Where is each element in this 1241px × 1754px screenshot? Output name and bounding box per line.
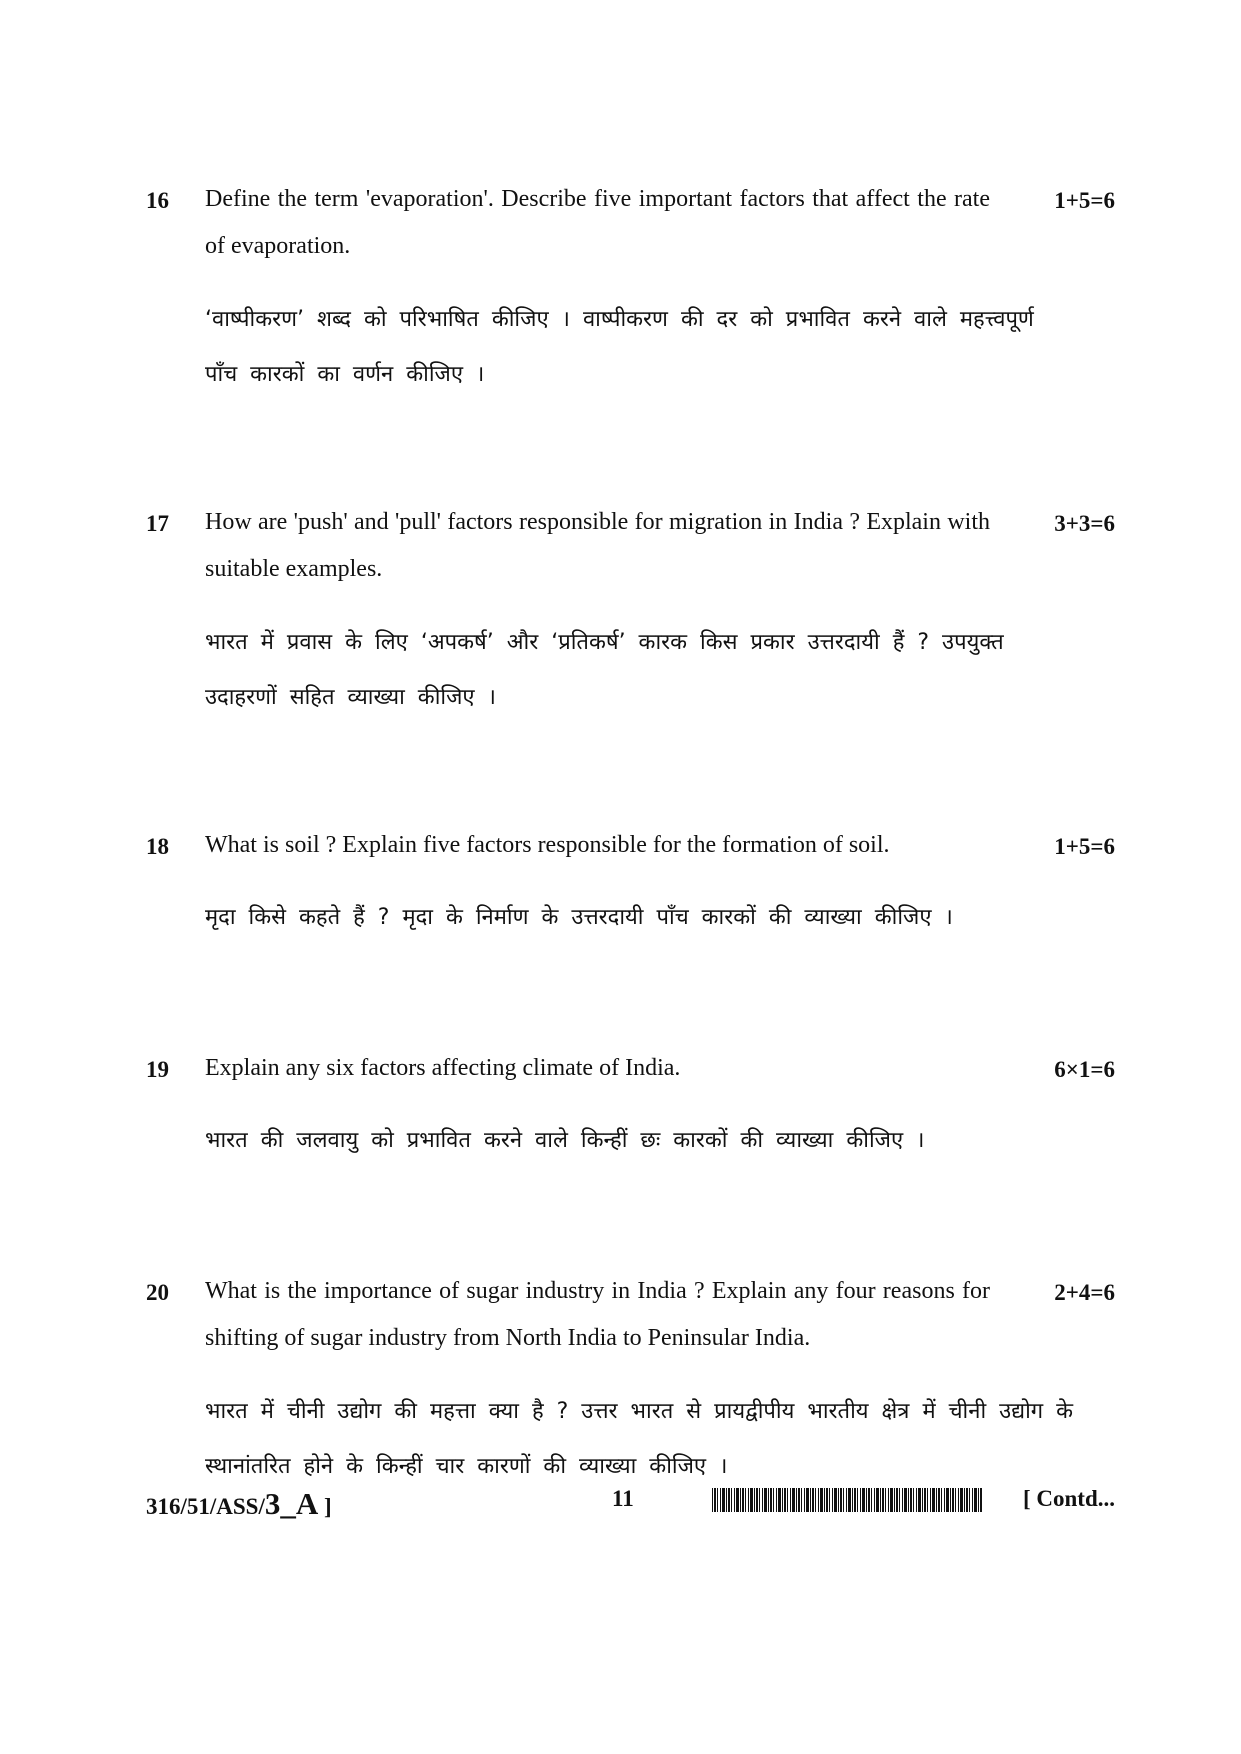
question-marks: 1+5=6 <box>1054 188 1115 213</box>
question-marks: 3+3=6 <box>1054 511 1115 536</box>
question-marks: 1+5=6 <box>1054 834 1115 859</box>
question-text-hindi: भारत में प्रवास के लिए ‘अपकर्ष’ और ‘प्रतिकर्ष’ कारक किस प्रकार उत्तरदायी हैं ? उपयुक्त उदाहरणों सहित व्याख्या कीजिए । <box>205 630 1004 710</box>
page-footer <box>0 1486 1241 1526</box>
question-text-hindi: भारत में चीनी उद्योग की महत्ता क्या है ? उत्तर भारत से प्रायद्वीपीय भारतीय क्षेत्र में चीनी उद्योग के स्थानांतरित होने के किन्हीं चार कारणों की व्याख्या कीजिए । <box>205 1399 1074 1479</box>
question-text-english: Explain any six factors affecting climate of India. <box>205 1055 681 1081</box>
barcode <box>712 1488 982 1512</box>
paper-code-set: 3_A <box>264 1486 319 1521</box>
question-marks: 2+4=6 <box>1054 1280 1115 1305</box>
paper-code-prefix: 316/51/ASS/ <box>146 1494 265 1519</box>
question-text-hindi: मृदा किसे कहते हैं ? मृदा के निर्माण के उत्तरदायी पाँच कारकों की व्याख्या कीजिए । <box>205 905 953 930</box>
question-number: 19 <box>146 1057 169 1082</box>
question-text-english: How are 'push' and 'pull' factors responsible for migration in India ? Explain with suitable examples. <box>205 509 990 582</box>
question-text-english: What is the importance of sugar industry in India ? Explain any four reasons for shifting of sugar industry from North India to Peninsular India. <box>205 1278 990 1351</box>
question-number: 16 <box>146 188 169 213</box>
question-number: 17 <box>146 511 169 536</box>
page-number: 11 <box>612 1486 634 1511</box>
paper-code <box>146 1486 332 1522</box>
question-number: 20 <box>146 1280 169 1305</box>
question-text-hindi: ‘वाष्पीकरण’ शब्द को परिभाषित कीजिए । वाष्पीकरण की दर को प्रभावित करने वाले महत्त्वपूर्ण पाँच कारकों का वर्णन कीजिए । <box>205 307 1034 387</box>
continued-label: [ Contd... <box>1022 1486 1115 1511</box>
question-number: 18 <box>146 834 169 859</box>
question-text-english: Define the term 'evaporation'. Describe five important factors that affect the rate of evaporation. <box>205 186 990 259</box>
paper-code-suffix: ] <box>318 1494 332 1519</box>
question-text-english: What is soil ? Explain five factors responsible for the formation of soil. <box>205 832 890 858</box>
question-marks: 6×1=6 <box>1054 1057 1115 1082</box>
question-text-hindi: भारत की जलवायु को प्रभावित करने वाले किन्हीं छः कारकों की व्याख्या कीजिए । <box>205 1128 925 1153</box>
